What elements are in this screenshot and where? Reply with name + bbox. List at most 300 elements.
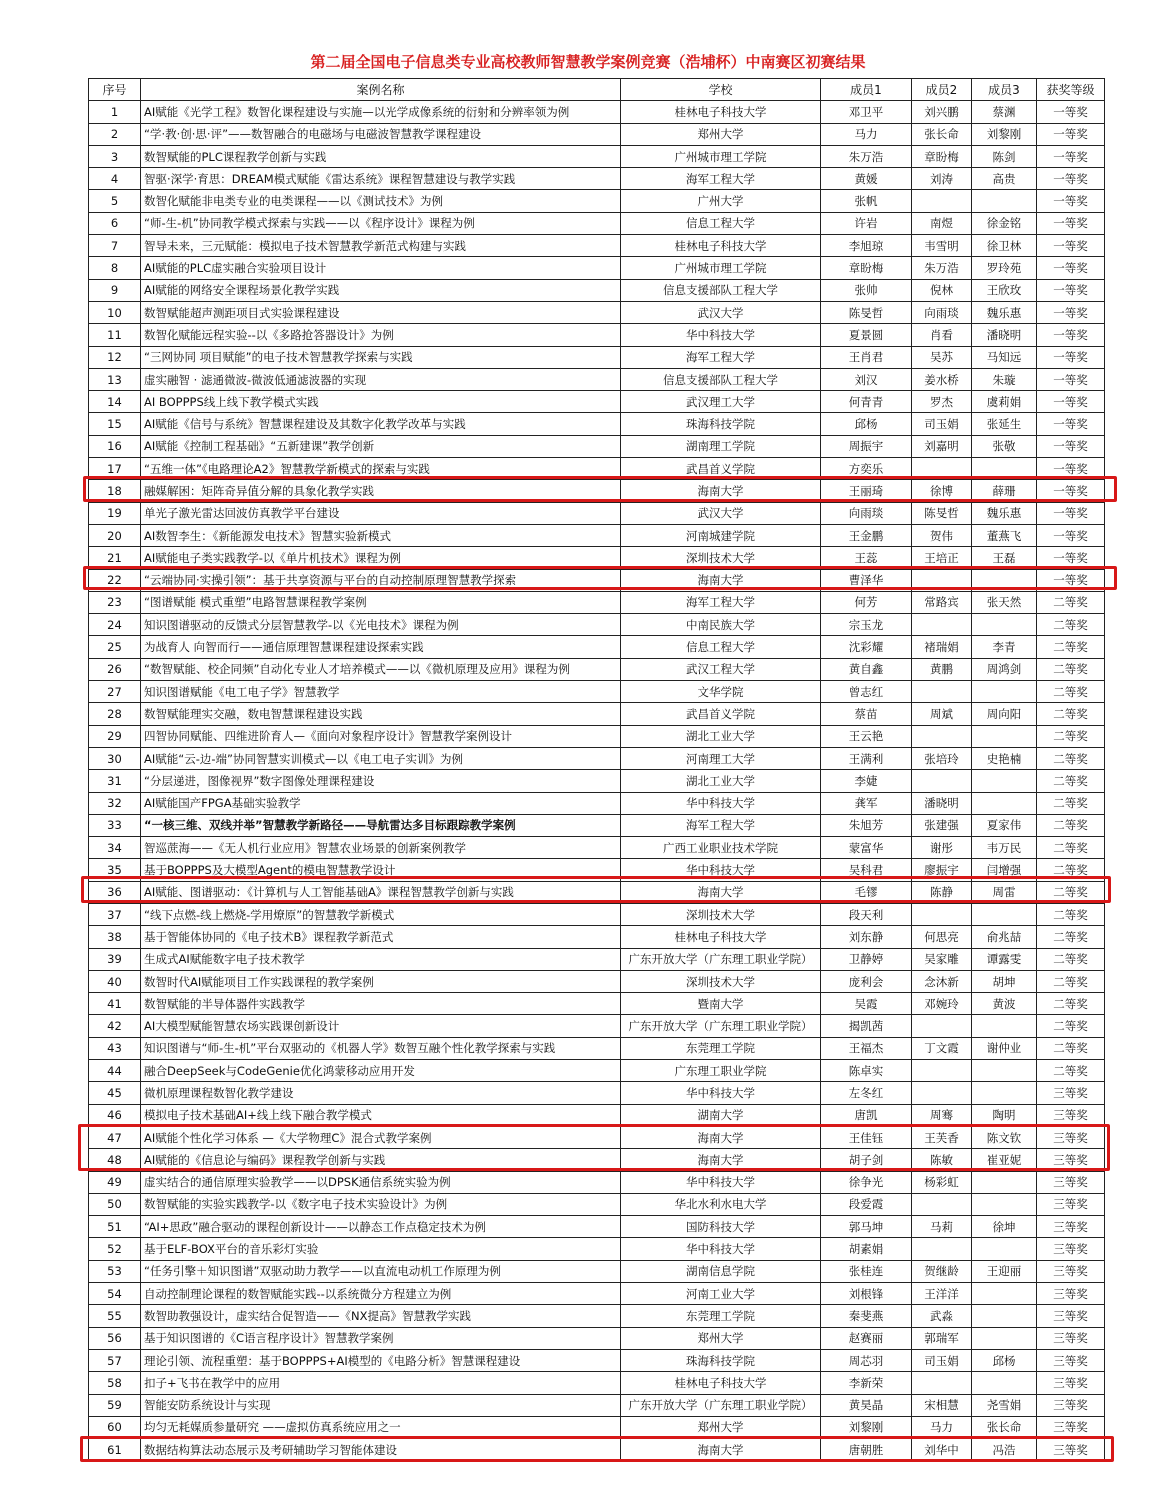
table-row <box>89 681 1105 703</box>
cell-index: 49 <box>89 1171 141 1193</box>
cell-member3: 尧雪娟 <box>972 1394 1037 1416</box>
cell-member1: 何芳 <box>821 591 912 613</box>
table-row <box>89 1126 1105 1148</box>
cell-award: 二等奖 <box>1037 903 1105 925</box>
cell-case-name: “AI+思政”融合驱动的课程创新设计——以静态工作点稳定技术为例 <box>141 1216 621 1238</box>
table-row <box>89 1060 1105 1082</box>
cell-school: 海军工程大学 <box>621 346 821 368</box>
cell-award: 二等奖 <box>1037 1015 1105 1037</box>
cell-member1: 王肖君 <box>821 346 912 368</box>
cell-case-name: AI赋能国产FPGA基础实验教学 <box>141 792 621 814</box>
col-header-member2: 成员2 <box>912 79 972 101</box>
table-row <box>89 1171 1105 1193</box>
cell-award: 一等奖 <box>1037 123 1105 145</box>
cell-index: 16 <box>89 435 141 457</box>
cell-index: 57 <box>89 1349 141 1371</box>
cell-index: 19 <box>89 502 141 524</box>
table-row <box>89 368 1105 390</box>
cell-member3: 魏乐惠 <box>972 502 1037 524</box>
cell-member2: 司玉娟 <box>912 1349 972 1371</box>
cell-member2 <box>912 1372 972 1394</box>
cell-member3: 胡坤 <box>972 970 1037 992</box>
cell-index: 4 <box>89 168 141 190</box>
cell-award: 二等奖 <box>1037 703 1105 725</box>
table-row <box>89 168 1105 190</box>
cell-member2: 张长命 <box>912 123 972 145</box>
cell-member3: 周雷 <box>972 881 1037 903</box>
cell-school: 信息工程大学 <box>621 636 821 658</box>
table-row <box>89 926 1105 948</box>
cell-member1: 黄自鑫 <box>821 658 912 680</box>
cell-member3: 史艳楠 <box>972 747 1037 769</box>
cell-award: 一等奖 <box>1037 368 1105 390</box>
cell-school: 湖南理工学院 <box>621 435 821 457</box>
cell-member2: 姜水桥 <box>912 368 972 390</box>
cell-member1: 黄媛 <box>821 168 912 190</box>
cell-member2: 张建强 <box>912 814 972 836</box>
cell-member3 <box>972 1305 1037 1327</box>
cell-member1: 王佳钰 <box>821 1126 912 1148</box>
cell-member1: 秦斐燕 <box>821 1305 912 1327</box>
cell-member2: 宋相慧 <box>912 1394 972 1416</box>
cell-school: 桂林电子科技大学 <box>621 1372 821 1394</box>
cell-member1: 李新荣 <box>821 1372 912 1394</box>
cell-award: 一等奖 <box>1037 301 1105 323</box>
cell-member2 <box>912 1193 972 1215</box>
cell-member3: 徐卫林 <box>972 235 1037 257</box>
cell-school: 信息支援部队工程大学 <box>621 368 821 390</box>
cell-member2 <box>912 1238 972 1260</box>
table-row <box>89 190 1105 212</box>
cell-school: 广州城市理工学院 <box>621 145 821 167</box>
cell-member1: 邓卫平 <box>821 101 912 123</box>
cell-index: 18 <box>89 480 141 502</box>
cell-award: 二等奖 <box>1037 948 1105 970</box>
cell-member1: 方奕乐 <box>821 458 912 480</box>
cell-member3: 董燕飞 <box>972 524 1037 546</box>
cell-case-name: 单光子激光雷达回波仿真教学平台建设 <box>141 502 621 524</box>
cell-member1: 刘根锋 <box>821 1283 912 1305</box>
cell-award: 一等奖 <box>1037 190 1105 212</box>
cell-case-name: 基于ELF-BOX平台的音乐彩灯实验 <box>141 1238 621 1260</box>
cell-member2: 武淼 <box>912 1305 972 1327</box>
cell-index: 32 <box>89 792 141 814</box>
cell-school: 海南大学 <box>621 569 821 591</box>
cell-school: 深圳技术大学 <box>621 547 821 569</box>
table-row <box>89 346 1105 368</box>
cell-case-name: 知识图谱驱动的反馈式分层智慧教学-以《光电技术》课程为例 <box>141 614 621 636</box>
cell-member3 <box>972 1327 1037 1349</box>
cell-member1: 揭凯茜 <box>821 1015 912 1037</box>
cell-case-name: AI赋能《光学工程》数智化课程建设与实施—以光学成像系统的衍射和分辨率领为例 <box>141 101 621 123</box>
cell-award: 一等奖 <box>1037 168 1105 190</box>
cell-member2: 吴家雕 <box>912 948 972 970</box>
cell-member3: 李青 <box>972 636 1037 658</box>
cell-award: 一等奖 <box>1037 346 1105 368</box>
table-row <box>89 123 1105 145</box>
cell-member1: 吴科君 <box>821 859 912 881</box>
cell-index: 53 <box>89 1260 141 1282</box>
cell-award: 一等奖 <box>1037 502 1105 524</box>
cell-member3: 谢仲业 <box>972 1037 1037 1059</box>
cell-award: 二等奖 <box>1037 658 1105 680</box>
cell-school: 武昌首义学院 <box>621 703 821 725</box>
table-row <box>89 547 1105 569</box>
table-row <box>89 1439 1105 1461</box>
cell-case-name: AI赋能、图谱驱动：《计算机与人工智能基础A》课程智慧教学创新与实践 <box>141 881 621 903</box>
cell-index: 22 <box>89 569 141 591</box>
table-row <box>89 614 1105 636</box>
cell-award: 二等奖 <box>1037 725 1105 747</box>
cell-award: 三等奖 <box>1037 1104 1105 1126</box>
cell-member1: 王满利 <box>821 747 912 769</box>
cell-award: 一等奖 <box>1037 235 1105 257</box>
cell-school: 华中科技大学 <box>621 1238 821 1260</box>
cell-member1: 张桂连 <box>821 1260 912 1282</box>
cell-member2: 徐博 <box>912 480 972 502</box>
cell-award: 二等奖 <box>1037 770 1105 792</box>
cell-member1: 章盼梅 <box>821 257 912 279</box>
cell-index: 43 <box>89 1037 141 1059</box>
cell-member2 <box>912 458 972 480</box>
cell-school: 海军工程大学 <box>621 168 821 190</box>
cell-school: 海南大学 <box>621 1149 821 1171</box>
cell-member3: 张长命 <box>972 1416 1037 1438</box>
cell-award: 二等奖 <box>1037 1037 1105 1059</box>
cell-school: 桂林电子科技大学 <box>621 926 821 948</box>
cell-award: 三等奖 <box>1037 1305 1105 1327</box>
cell-school: 东莞理工学院 <box>621 1305 821 1327</box>
cell-case-name: 数智助教强设计，虚实结合促智造——《NX提高》智慧教学实践 <box>141 1305 621 1327</box>
cell-case-name: 智导未来，三元赋能：模拟电子技术智慧教学新范式构建与实践 <box>141 235 621 257</box>
cell-index: 58 <box>89 1372 141 1394</box>
table-row <box>89 1082 1105 1104</box>
cell-index: 37 <box>89 903 141 925</box>
cell-school: 广东开放大学（广东理工职业学院） <box>621 948 821 970</box>
table-row <box>89 903 1105 925</box>
cell-case-name: 知识图谱赋能《电工电子学》智慧教学 <box>141 681 621 703</box>
cell-member2 <box>912 725 972 747</box>
cell-school: 郑州大学 <box>621 1327 821 1349</box>
cell-school: 湖南大学 <box>621 1104 821 1126</box>
table-row <box>89 1216 1105 1238</box>
cell-school: 珠海科技学院 <box>621 1349 821 1371</box>
cell-award: 三等奖 <box>1037 1082 1105 1104</box>
cell-member2 <box>912 190 972 212</box>
table-row <box>89 993 1105 1015</box>
cell-case-name: “任务引擎＋知识图谱”双驱动助力教学——以直流电动机工作原理为例 <box>141 1260 621 1282</box>
cell-index: 42 <box>89 1015 141 1037</box>
cell-member3 <box>972 903 1037 925</box>
cell-case-name: 为战育人 向智而行——通信原理智慧课程建设探索实践 <box>141 636 621 658</box>
cell-case-name: 数智赋能的半导体器件实践教学 <box>141 993 621 1015</box>
table-row <box>89 480 1105 502</box>
cell-award: 一等奖 <box>1037 324 1105 346</box>
cell-member1: 胡素娟 <box>821 1238 912 1260</box>
cell-award: 二等奖 <box>1037 614 1105 636</box>
table-row <box>89 1283 1105 1305</box>
cell-member1: 庞利会 <box>821 970 912 992</box>
cell-index: 40 <box>89 970 141 992</box>
cell-case-name: 自动控制理论课程的数智赋能实践--以系统微分方程建立为例 <box>141 1283 621 1305</box>
cell-index: 39 <box>89 948 141 970</box>
cell-school: 华中科技大学 <box>621 792 821 814</box>
cell-school: 湖北工业大学 <box>621 725 821 747</box>
cell-case-name: 智巡蔗海——《无人机行业应用》智慧农业场景的创新案例教学 <box>141 837 621 859</box>
cell-member1: 向雨琰 <box>821 502 912 524</box>
cell-member1: 毛镠 <box>821 881 912 903</box>
cell-index: 24 <box>89 614 141 636</box>
cell-member3: 王欣玫 <box>972 279 1037 301</box>
table-row <box>89 391 1105 413</box>
cell-member2: 韦雪明 <box>912 235 972 257</box>
cell-case-name: “分层递进，图像视界”数字图像处理课程建设 <box>141 770 621 792</box>
table-row <box>89 279 1105 301</box>
cell-index: 44 <box>89 1060 141 1082</box>
cell-award: 一等奖 <box>1037 279 1105 301</box>
cell-member3: 崔亚妮 <box>972 1149 1037 1171</box>
cell-index: 46 <box>89 1104 141 1126</box>
cell-award: 三等奖 <box>1037 1126 1105 1148</box>
cell-member3: 夏家伟 <box>972 814 1037 836</box>
table-row <box>89 1015 1105 1037</box>
cell-member2 <box>912 681 972 703</box>
cell-school: 华中科技大学 <box>621 1082 821 1104</box>
cell-case-name: 知识图谱与“师-生-机”平台双驱动的《机器人学》数智互融个性化教学探索与实践 <box>141 1037 621 1059</box>
cell-member2: 刘华中 <box>912 1439 972 1461</box>
cell-index: 23 <box>89 591 141 613</box>
cell-member2: 刘兴鹏 <box>912 101 972 123</box>
cell-award: 三等奖 <box>1037 1149 1105 1171</box>
cell-member2: 倪林 <box>912 279 972 301</box>
cell-school: 桂林电子科技大学 <box>621 235 821 257</box>
cell-case-name: “三网协同 项目赋能”的电子技术智慧教学探索与实践 <box>141 346 621 368</box>
cell-index: 41 <box>89 993 141 1015</box>
cell-school: 珠海科技学院 <box>621 413 821 435</box>
col-header-member1: 成员1 <box>821 79 912 101</box>
cell-award: 一等奖 <box>1037 435 1105 457</box>
cell-member2: 黄鹏 <box>912 658 972 680</box>
cell-case-name: 数智赋能理实交融，数电智慧课程建设实践 <box>141 703 621 725</box>
cell-school: 郑州大学 <box>621 123 821 145</box>
cell-index: 20 <box>89 524 141 546</box>
table-row <box>89 1327 1105 1349</box>
cell-member2: 常路宾 <box>912 591 972 613</box>
cell-member3: 薛珊 <box>972 480 1037 502</box>
cell-member2: 贺继龄 <box>912 1260 972 1282</box>
cell-index: 38 <box>89 926 141 948</box>
table-row <box>89 1037 1105 1059</box>
cell-index: 55 <box>89 1305 141 1327</box>
cell-member2: 马力 <box>912 1416 972 1438</box>
cell-index: 34 <box>89 837 141 859</box>
cell-award: 三等奖 <box>1037 1260 1105 1282</box>
cell-member3: 冯浩 <box>972 1439 1037 1461</box>
cell-member1: 沈彩耀 <box>821 636 912 658</box>
table-row <box>89 458 1105 480</box>
cell-member2: 陈旻哲 <box>912 502 972 524</box>
cell-member2: 章盼梅 <box>912 145 972 167</box>
cell-index: 21 <box>89 547 141 569</box>
table-row <box>89 747 1105 769</box>
cell-member2: 何思亮 <box>912 926 972 948</box>
table-row <box>89 881 1105 903</box>
cell-case-name: 融媒解困：矩阵奇异值分解的具象化教学实践 <box>141 480 621 502</box>
cell-index: 47 <box>89 1126 141 1148</box>
cell-member1: 刘黎刚 <box>821 1416 912 1438</box>
cell-case-name: “数智赋能、校企同频”自动化专业人才培养模式——以《微机原理及应用》课程为例 <box>141 658 621 680</box>
cell-member3 <box>972 1171 1037 1193</box>
table-row <box>89 569 1105 591</box>
cell-school: 武汉大学 <box>621 301 821 323</box>
cell-member2: 朱万浩 <box>912 257 972 279</box>
cell-member2: 丁文霞 <box>912 1037 972 1059</box>
cell-award: 二等奖 <box>1037 747 1105 769</box>
cell-member2: 罗杰 <box>912 391 972 413</box>
table-row <box>89 435 1105 457</box>
cell-member3 <box>972 1193 1037 1215</box>
cell-index: 11 <box>89 324 141 346</box>
table-row <box>89 1349 1105 1371</box>
cell-award: 二等奖 <box>1037 970 1105 992</box>
cell-index: 48 <box>89 1149 141 1171</box>
cell-member1: 蔡苗 <box>821 703 912 725</box>
cell-member3: 潘晓明 <box>972 324 1037 346</box>
cell-case-name: 数智赋能的实验实践教学-以《数字电子技术实验设计》为例 <box>141 1193 621 1215</box>
table-row <box>89 524 1105 546</box>
cell-award: 三等奖 <box>1037 1171 1105 1193</box>
cell-award: 二等奖 <box>1037 993 1105 1015</box>
cell-member1: 赵赛丽 <box>821 1327 912 1349</box>
cell-member3: 罗玲苑 <box>972 257 1037 279</box>
cell-member2: 陈静 <box>912 881 972 903</box>
cell-member3: 朱璇 <box>972 368 1037 390</box>
cell-member3: 陶明 <box>972 1104 1037 1126</box>
cell-index: 29 <box>89 725 141 747</box>
cell-member2: 贺伟 <box>912 524 972 546</box>
page-title: 第二届全国电子信息类专业高校教师智慧教学案例竞赛（浩埔杯）中南赛区初赛结果 <box>310 53 866 71</box>
table-header-row <box>89 79 1105 101</box>
cell-member1: 胡子剑 <box>821 1149 912 1171</box>
cell-member3 <box>972 614 1037 636</box>
cell-member1: 段天利 <box>821 903 912 925</box>
table-row <box>89 301 1105 323</box>
cell-member2: 刘嘉明 <box>912 435 972 457</box>
cell-index: 25 <box>89 636 141 658</box>
cell-member1: 卫静婷 <box>821 948 912 970</box>
cell-school: 华中科技大学 <box>621 859 821 881</box>
cell-member2: 谢彤 <box>912 837 972 859</box>
cell-member3 <box>972 725 1037 747</box>
cell-member2: 周骞 <box>912 1104 972 1126</box>
cell-case-name: “一核三维、双线并举”智慧教学新路径——导航雷达多目标跟踪教学案例 <box>141 814 621 836</box>
cell-award: 一等奖 <box>1037 257 1105 279</box>
cell-school: 广州大学 <box>621 190 821 212</box>
cell-member3 <box>972 792 1037 814</box>
cell-case-name: 基于智能体协同的《电子技术B》课程教学新范式 <box>141 926 621 948</box>
cell-case-name: AI大模型赋能智慧农场实践课创新设计 <box>141 1015 621 1037</box>
cell-index: 15 <box>89 413 141 435</box>
cell-index: 36 <box>89 881 141 903</box>
cell-member3: 王迎丽 <box>972 1260 1037 1282</box>
cell-member3: 邱杨 <box>972 1349 1037 1371</box>
cell-award: 一等奖 <box>1037 145 1105 167</box>
cell-member2: 张培玲 <box>912 747 972 769</box>
cell-case-name: 数智时代AI赋能项目工作实践课程的教学案例 <box>141 970 621 992</box>
table-row <box>89 1238 1105 1260</box>
table-row <box>89 1394 1105 1416</box>
cell-case-name: 智驱·深学·育思：DREAM模式赋能《雷达系统》课程智慧建设与教学实践 <box>141 168 621 190</box>
cell-award: 一等奖 <box>1037 547 1105 569</box>
cell-member1: 曾志红 <box>821 681 912 703</box>
cell-member1: 何青青 <box>821 391 912 413</box>
cell-school: 武昌首义学院 <box>621 458 821 480</box>
cell-member3: 陈文钦 <box>972 1126 1037 1148</box>
cell-member2: 杨彩虹 <box>912 1171 972 1193</box>
cell-index: 35 <box>89 859 141 881</box>
table-row <box>89 101 1105 123</box>
cell-index: 17 <box>89 458 141 480</box>
cell-index: 6 <box>89 212 141 234</box>
cell-member3: 虞莉娟 <box>972 391 1037 413</box>
cell-member1: 左冬红 <box>821 1082 912 1104</box>
cell-member3 <box>972 458 1037 480</box>
cell-member3: 张天然 <box>972 591 1037 613</box>
cell-member2 <box>912 614 972 636</box>
cell-case-name: AI赋能《信号与系统》智慧课程建设及其数字化教学改革与实践 <box>141 413 621 435</box>
cell-index: 5 <box>89 190 141 212</box>
table-row <box>89 413 1105 435</box>
cell-school: 暨南大学 <box>621 993 821 1015</box>
cell-member3: 俞兆喆 <box>972 926 1037 948</box>
cell-case-name: AI赋能“云-边-端”协同智慧实训模式—以《电工电子实训》为例 <box>141 747 621 769</box>
cell-member1: 马力 <box>821 123 912 145</box>
cell-case-name: 理论引领、流程重塑：基于BOPPPS+AI模型的《电路分析》智慧课程建设 <box>141 1349 621 1371</box>
cell-award: 一等奖 <box>1037 569 1105 591</box>
cell-member3: 周向阳 <box>972 703 1037 725</box>
table-row <box>89 636 1105 658</box>
table-row <box>89 948 1105 970</box>
cell-member2: 念沐新 <box>912 970 972 992</box>
cell-school: 海军工程大学 <box>621 814 821 836</box>
cell-case-name: 微机原理课程数智化教学建设 <box>141 1082 621 1104</box>
cell-member1: 王福杰 <box>821 1037 912 1059</box>
cell-award: 三等奖 <box>1037 1216 1105 1238</box>
cell-award: 一等奖 <box>1037 212 1105 234</box>
cell-case-name: AI赋能的《信息论与编码》课程教学创新与实践 <box>141 1149 621 1171</box>
cell-member1: 李旭琼 <box>821 235 912 257</box>
cell-member3: 张延生 <box>972 413 1037 435</box>
cell-case-name: “学·教·创·思·评”——数智融合的电磁场与电磁波智慧教学课程建设 <box>141 123 621 145</box>
cell-award: 三等奖 <box>1037 1439 1105 1461</box>
cell-school: 文华学院 <box>621 681 821 703</box>
cell-member1: 王丽琦 <box>821 480 912 502</box>
cell-award: 三等奖 <box>1037 1283 1105 1305</box>
cell-member3: 韦万民 <box>972 837 1037 859</box>
cell-case-name: AI赋能的PLC虚实融合实验项目设计 <box>141 257 621 279</box>
cell-member1: 朱旭芳 <box>821 814 912 836</box>
cell-school: 桂林电子科技大学 <box>621 101 821 123</box>
cell-award: 三等奖 <box>1037 1416 1105 1438</box>
cell-member1: 王金鹏 <box>821 524 912 546</box>
cell-case-name: 均匀无耗媒质参量研究 ——虚拟仿真系统应用之一 <box>141 1416 621 1438</box>
cell-member2 <box>912 1015 972 1037</box>
cell-case-name: “线下点燃-线上燃烧-学用燎原”的智慧教学新模式 <box>141 903 621 925</box>
cell-school: 海南大学 <box>621 1439 821 1461</box>
cell-member2: 马莉 <box>912 1216 972 1238</box>
cell-member2: 王培正 <box>912 547 972 569</box>
cell-index: 7 <box>89 235 141 257</box>
